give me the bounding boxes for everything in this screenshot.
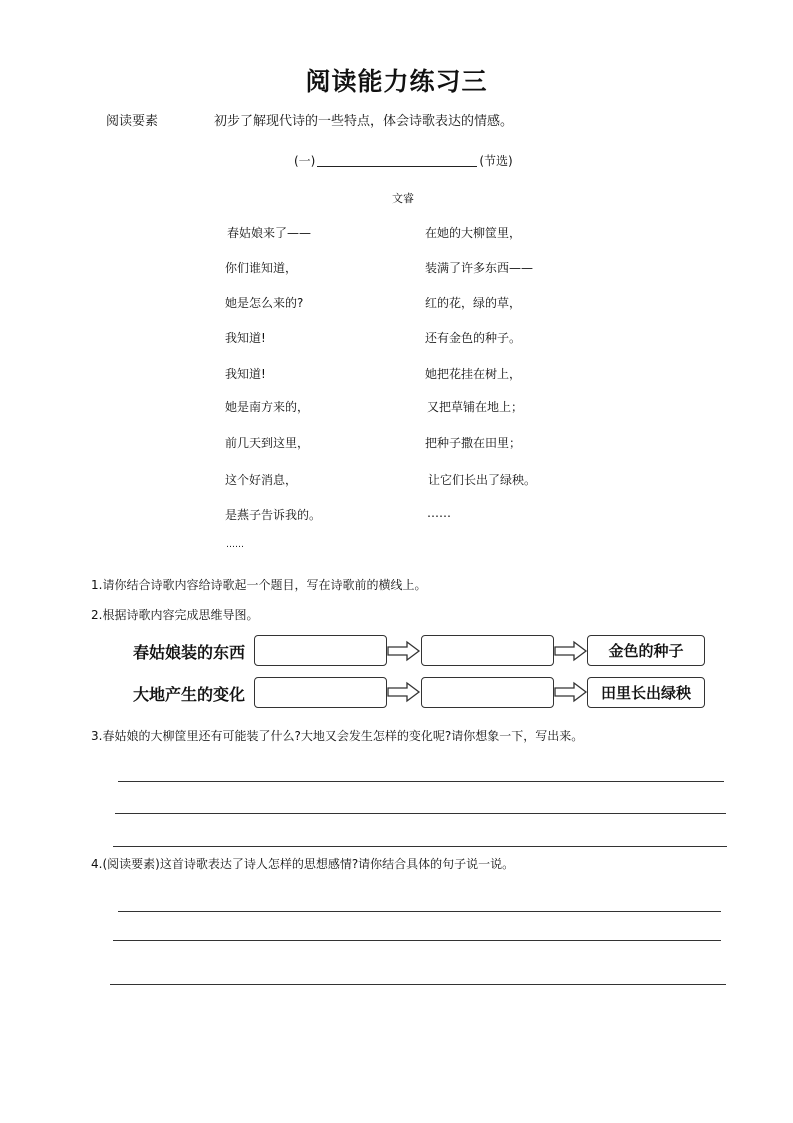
- poem-right-line: 红的花，绿的草，: [425, 296, 522, 310]
- mindmap-row2-end: 田里长出绿秧: [587, 677, 705, 708]
- poem-left-line: 前几天到这里，: [225, 436, 310, 450]
- poem-right-line: ……: [427, 506, 451, 520]
- poem-left-line: 我知道!: [225, 331, 266, 345]
- arrow-icon: [554, 641, 588, 661]
- mindmap-row1-end: 金色的种子: [587, 635, 705, 666]
- poem-left-line: 她是怎么来的?: [225, 296, 304, 310]
- reading-element-text: 初步了解现代诗的一些特点，体会诗歌表达的情感。: [214, 114, 514, 129]
- poem-left-line: 你们谁知道，: [225, 261, 298, 275]
- poem-title-blank[interactable]: [317, 153, 477, 167]
- poem-author: 文睿: [392, 192, 414, 205]
- answer-line[interactable]: [113, 846, 727, 847]
- poem-right-line: 把种子撒在田里；: [425, 436, 522, 450]
- mindmap-row2-blank-2[interactable]: [421, 677, 554, 708]
- poem-left-line: 春姑娘来了——: [227, 226, 312, 240]
- question-2: 2.根据诗歌内容完成思维导图。: [91, 608, 259, 622]
- poem-heading-suffix: (节选): [479, 154, 513, 168]
- answer-line[interactable]: [115, 813, 726, 814]
- mindmap-row1-blank-1[interactable]: [254, 635, 387, 666]
- answer-line[interactable]: [118, 781, 724, 782]
- question-1: 1.请你结合诗歌内容给诗歌起一个题目，写在诗歌前的横线上。: [91, 578, 427, 592]
- poem-right-line: 还有金色的种子。: [425, 331, 522, 345]
- arrow-icon: [387, 682, 421, 702]
- poem-right-line: 她把花挂在树上，: [425, 367, 522, 381]
- reading-element-label: 阅读要素: [106, 114, 159, 129]
- poem-left-line: ……: [226, 540, 244, 550]
- mindmap-row2-blank-1[interactable]: [254, 677, 387, 708]
- mindmap-row2-label: 大地产生的变化: [133, 685, 246, 704]
- poem-left-line: 是燕子告诉我的。: [225, 508, 322, 522]
- poem-heading: [294, 152, 513, 169]
- question-4: 4.(阅读要素)这首诗歌表达了诗人怎样的思想感情?请你结合具体的句子说一说。: [91, 857, 515, 871]
- poem-left-line: 她是南方来的，: [225, 400, 310, 414]
- poem-left-line: 这个好消息，: [225, 473, 298, 487]
- arrow-icon: [387, 641, 421, 661]
- poem-right-line: 装满了许多东西——: [425, 261, 534, 275]
- poem-heading-prefix: (一): [294, 154, 316, 168]
- arrow-icon: [554, 682, 588, 702]
- page-title: 阅读能力练习三: [305, 67, 488, 96]
- poem-right-line: 在她的大柳筐里，: [425, 226, 522, 240]
- poem-right-line: 又把草铺在地上；: [427, 400, 524, 414]
- poem-right-line: 让它们长出了绿秧。: [428, 473, 537, 487]
- answer-line[interactable]: [113, 940, 721, 941]
- answer-line[interactable]: [118, 911, 721, 912]
- mindmap-row1-label: 春姑娘装的东西: [133, 643, 246, 662]
- answer-line[interactable]: [110, 984, 726, 985]
- mindmap-row1-blank-2[interactable]: [421, 635, 554, 666]
- poem-left-line: 我知道!: [225, 367, 266, 381]
- question-3: 3.春姑娘的大柳筐里还有可能装了什么?大地又会发生怎样的变化呢?请你想象一下，写出来。: [91, 729, 584, 743]
